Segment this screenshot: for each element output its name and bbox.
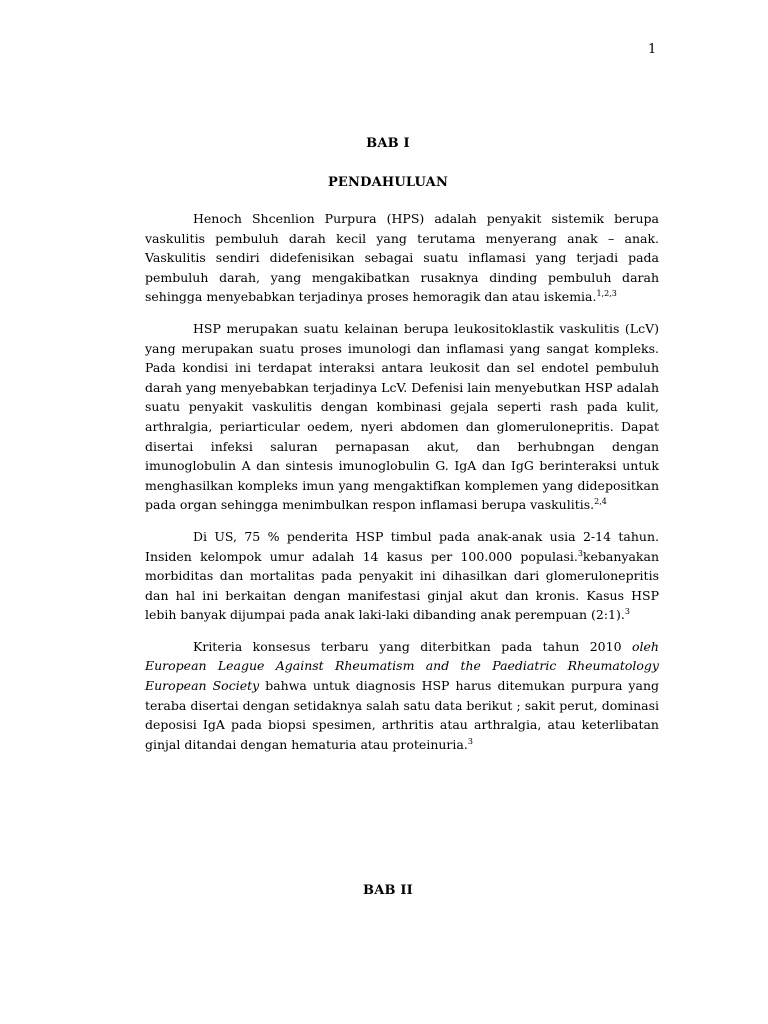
paragraph-2 — [145, 319, 659, 515]
citation: 3 — [467, 736, 473, 746]
next-chapter-label: BAB II — [363, 883, 413, 898]
italic-text: oleh European League Against Rheumatism and the Paediatric Rheumatology European Society — [145, 638, 659, 694]
paragraph-text: Kriteria konsesus terbaru yang diterbitkan pada tahun 2010 — [193, 638, 633, 654]
citation: 2,4 — [594, 497, 607, 507]
paragraph-4 — [145, 637, 659, 755]
chapter-title: PENDAHULUAN — [327, 175, 449, 190]
chapter-label: BAB I — [366, 136, 410, 151]
citation: 3 — [577, 548, 583, 558]
paragraph-text: bahwa untuk diagnosis HSP harus ditemukan purpura yang teraba disertai dengan setidaknya salah satu data berikut ; sakit perut, dominasi deposisi IgA pada biopsi spesimen, arthritis atau arthralgia, atau keterlibatan ginjal ditandai dengan hematuria atau proteinuria. — [145, 678, 660, 752]
paragraph-text: HSP merupakan suatu kelainan berupa leukositoklastik vaskulitis (LcV) yang merupakan suatu proses imunologi dan inflamasi yang sangat kompleks. Pada kondisi ini terdapat interaksi antara leukosit dan sel endotel pembuluh darah yang menyebabkan terjadinya LcV. Defenisi lain menyebutkan HSP adalah suatu penyakit vaskulitis dengan kombinasi gejala seperti rash pada kulit, arthralgia, periarticular oedem, nyeri abdomen dan glomerulonepritis. Dapat disertai infeksi saluran pernapasan akut, dan berhubngan dengan imunoglobulin A dan sintesis imunoglobulin G. IgA dan IgG berinteraksi untuk menghasilkan kompleks imun yang mengaktifkan komplemen yang didepositkan pada organ sehingga menimbulkan respon inflamasi berupa vaskulitis. — [145, 320, 659, 513]
citation: 1,2,3 — [596, 289, 617, 299]
paragraph-text: Henoch Shcenlion Purpura (HPS) adalah penyakit sistemik berupa vaskulitis pembuluh darah kecil yang terutama menyerang anak – anak. Vaskulitis sendiri didefenisikan sebagai suatu inflamasi yang terjadi pada pembuluh darah, yang mengakibatkan rusaknya dinding pembuluh darah sehingga menyebabkan terjadinya proses hemoragik dan atau iskemia. — [145, 211, 659, 305]
page-number: 1 — [648, 42, 657, 57]
citation: 3 — [624, 607, 630, 617]
paragraph-3 — [145, 527, 659, 625]
paragraph-1 — [145, 209, 659, 307]
body-text — [145, 209, 659, 766]
paragraph-text: Di US, 75 % penderita HSP timbul pada anak-anak usia 2-14 tahun. Insiden kelompok umur adalah 14 kasus per 100.000 populasi. — [145, 528, 659, 564]
paragraph-text: kebanyakan morbiditas dan mortalitas pada penyakit ini dihasilkan dari glomerulonepritis dan hal ini berkaitan dengan manifestasi ginjal akut dan kronis. Kasus HSP lebih banyak dijumpai pada anak laki-laki dibanding anak perempuan (2:1). — [145, 548, 659, 623]
